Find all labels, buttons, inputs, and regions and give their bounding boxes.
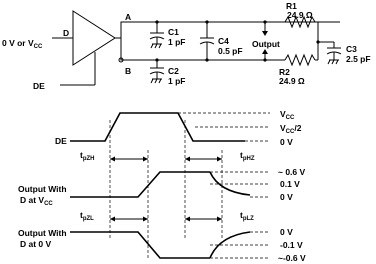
de-level-vcc2: V <box>280 123 286 133</box>
out-high-label-sub: CC <box>44 201 53 207</box>
c3-value: 2.5 pF <box>346 54 371 64</box>
c4-value: 0.5 pF <box>218 46 243 56</box>
capacitor-c1 <box>150 20 164 48</box>
out-low-level-bottom: ~-0.6 V <box>278 253 306 263</box>
timing-de-label: DE <box>55 136 67 146</box>
output-probe-arrow-b <box>262 49 268 54</box>
capacitor-c4 <box>200 20 214 61</box>
tphz-label: t <box>240 150 243 160</box>
out-low-level-mid: -0.1 V <box>280 240 303 250</box>
resistor-r2 <box>285 55 315 65</box>
d-pin-label: D <box>63 28 70 38</box>
out-low-label-2: D at 0 V <box>20 239 52 249</box>
r1-value: 24.9 Ω <box>287 10 313 20</box>
tpzh-label: t <box>80 150 83 160</box>
c1-value: 1 pF <box>168 37 186 47</box>
out-low-level-zero: 0 V <box>280 227 293 237</box>
svg-text:0 V or VCC <box>2 38 43 50</box>
out-high-decay <box>210 172 250 195</box>
node-a-label: A <box>125 12 132 22</box>
input-label: 0 V or V <box>2 38 34 48</box>
input-label-sub: CC <box>33 44 43 50</box>
out-high-label-1: Output With <box>18 184 67 194</box>
de-level-vcc: V <box>280 109 286 119</box>
circuit-de-label: DE <box>33 81 45 91</box>
svg-text:tpZH <box>80 150 95 162</box>
out-high-level-mid: 0.1 V <box>280 179 300 189</box>
out-high-level-zero: 0 V <box>280 192 293 202</box>
out-high-level-top: ~ 0.6 V <box>278 167 306 177</box>
de-waveform <box>70 113 245 141</box>
c3-name: C3 <box>346 44 357 54</box>
svg-text:tpLZ <box>240 210 254 222</box>
de-level-vcc-sub: CC <box>285 115 295 121</box>
svg-text:tpHZ <box>240 150 255 162</box>
out-low-label-1: Output With <box>18 228 67 238</box>
out-low-waveform <box>70 232 210 258</box>
de-level-vcc2-suffix: /2 <box>294 123 302 133</box>
svg-text:VCC/2 <box>280 123 302 135</box>
node-b-label: B <box>125 66 132 76</box>
capacitor-c3 <box>327 42 341 64</box>
c1-name: C1 <box>168 27 179 37</box>
c2-value: 1 pF <box>168 76 186 86</box>
c4-name: C4 <box>218 36 229 46</box>
tpzl-sub: pZL <box>82 216 94 222</box>
r2-value: 24.9 Ω <box>279 76 305 86</box>
tphz-sub: pHZ <box>242 156 255 162</box>
out-high-label-2: D at V <box>20 195 45 205</box>
tplz-sub: pLZ <box>242 216 254 222</box>
out-high-waveform <box>70 172 210 197</box>
driver-triangle <box>73 11 115 65</box>
r2-name: R2 <box>279 67 290 77</box>
timing-diagram <box>18 109 306 263</box>
de-level-vcc2-sub: CC <box>285 129 295 135</box>
svg-text:tpZL <box>80 210 94 222</box>
de-level-zero: 0 V <box>280 137 293 147</box>
svg-text:D at VCC <box>20 195 53 207</box>
tplz-label: t <box>240 210 243 220</box>
svg-text:VCC <box>280 109 295 121</box>
output-label: Output <box>252 39 280 49</box>
c2-name: C2 <box>168 66 179 76</box>
tpzh-sub: pZH <box>82 156 95 162</box>
capacitor-c2 <box>150 58 164 83</box>
output-probe-arrow-a <box>262 31 268 36</box>
test-circuit <box>2 1 371 91</box>
tpzl-label: t <box>80 210 83 220</box>
r1-name: R1 <box>286 1 297 11</box>
